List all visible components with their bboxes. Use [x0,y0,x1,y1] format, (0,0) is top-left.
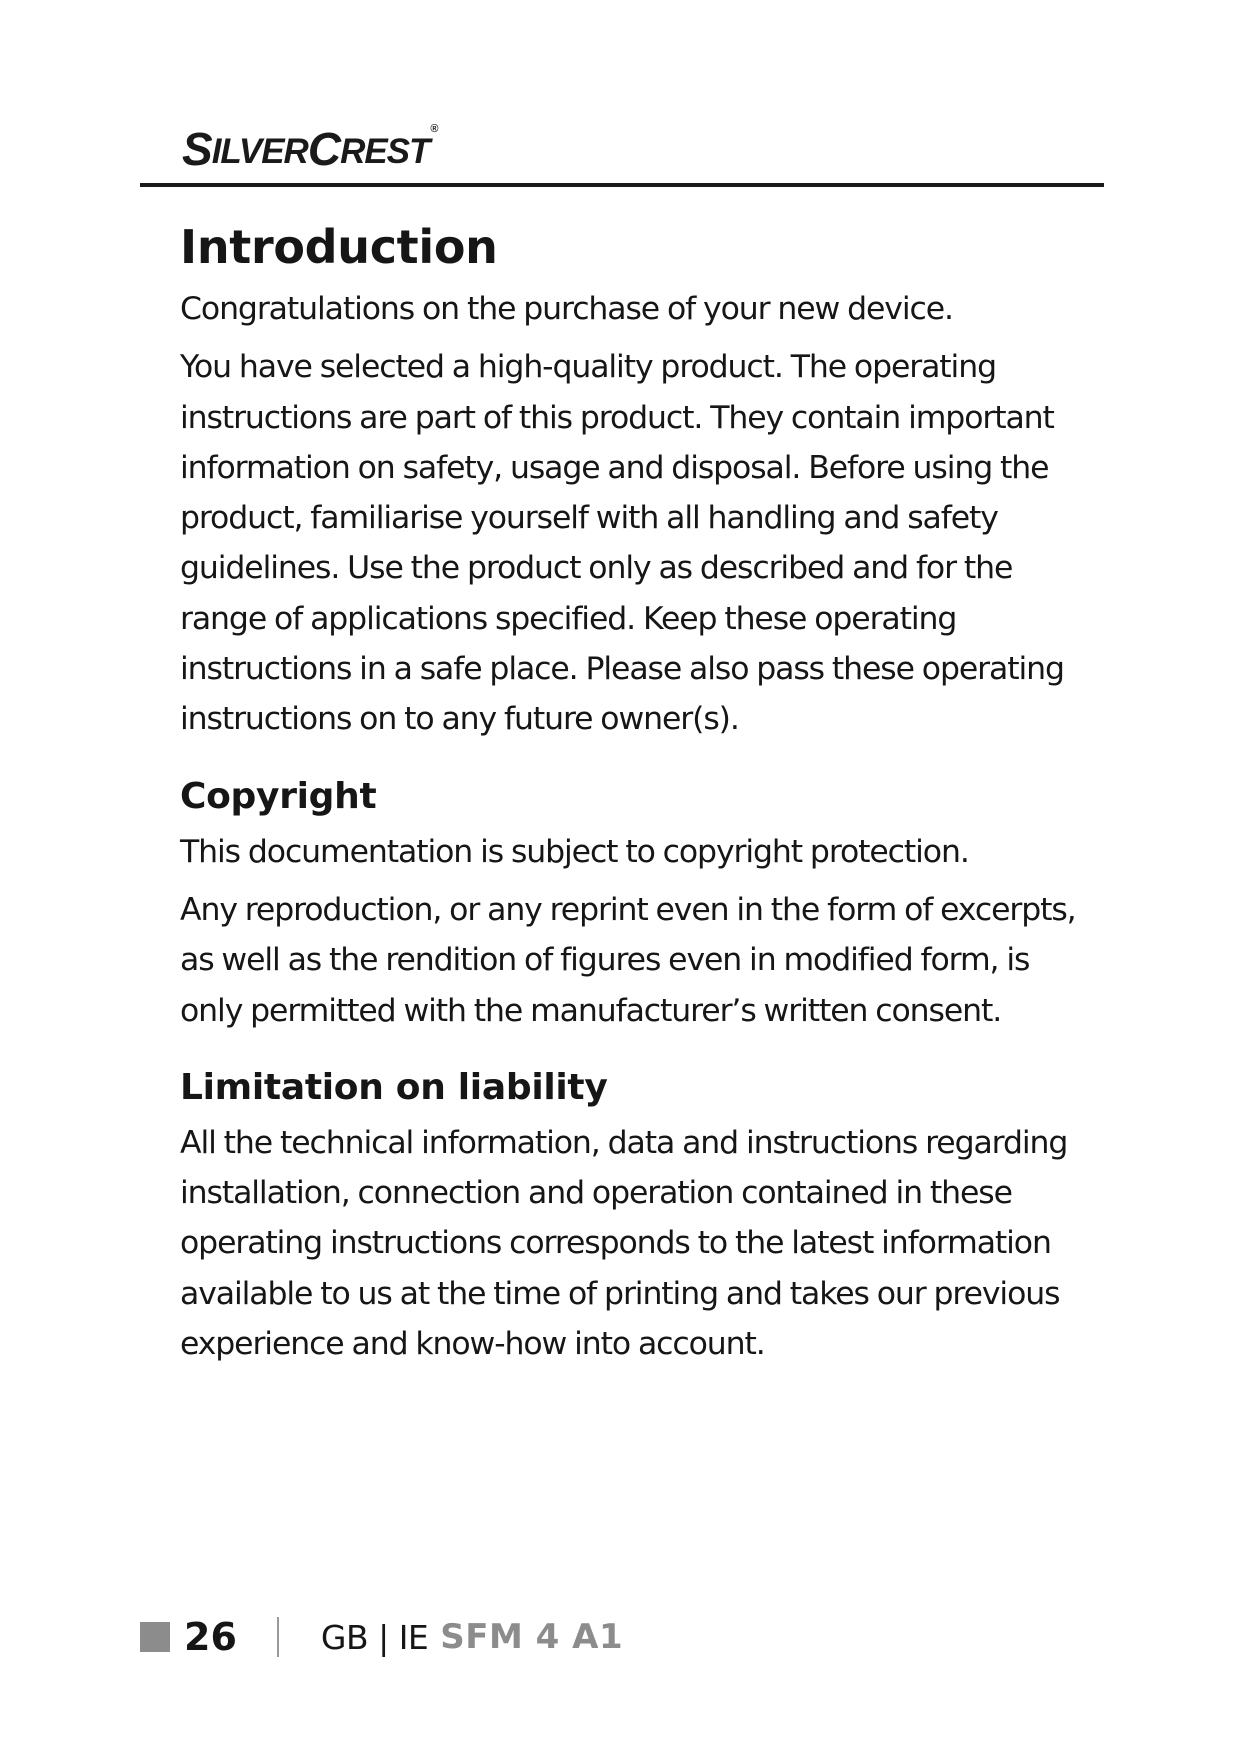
page-footer [140,1612,623,1662]
paragraph: Any reproduction, or any reprint even in the form of excerpts, as well as the rendition of figures even in modified form, is only permitted with the manufacturer’s written consent. [180,891,1076,1029]
section-title: Copyright [180,775,377,817]
section-title: Introduction [180,220,498,274]
footer-model: SFM 4 A1 [440,1617,624,1657]
footer-language: GB | IE [320,1617,429,1657]
paragraph: This documentation is subject to copyright protection. [180,833,969,870]
paragraph: All the technical information, data and instructions regarding installation, connection and operation contained in these operating instructions corresponds to the latest information available to us at the time of printing and takes our previous experience and know-how into account. [180,1124,1068,1363]
section-limitation-on-liability [180,1060,1080,1369]
page-content [180,212,1080,1377]
brand-logo: S ILVER C REST ® [182,123,438,175]
page-number: 26 [184,1615,237,1659]
footer-divider [277,1617,279,1657]
section-introduction [180,212,1080,745]
paragraph: Congratulations on the purchase of your new device. [180,291,953,327]
header-rule [140,183,1104,187]
section-title: Limitation on liability [180,1066,608,1108]
footer-square-marker [140,1622,170,1652]
paragraph: You have selected a high-quality product. The operating instructions are part of this product. They contain important information on safety, usage and disposal. Before using the product, familiarise yourself with all handling and safety guidelines. Use the product only as described and for the range of applications specified. Keep these operating instructions in a safe place. Please also pass these operating instructions on to any future owner(s). [180,349,1064,738]
section-copyright [180,769,1080,1036]
